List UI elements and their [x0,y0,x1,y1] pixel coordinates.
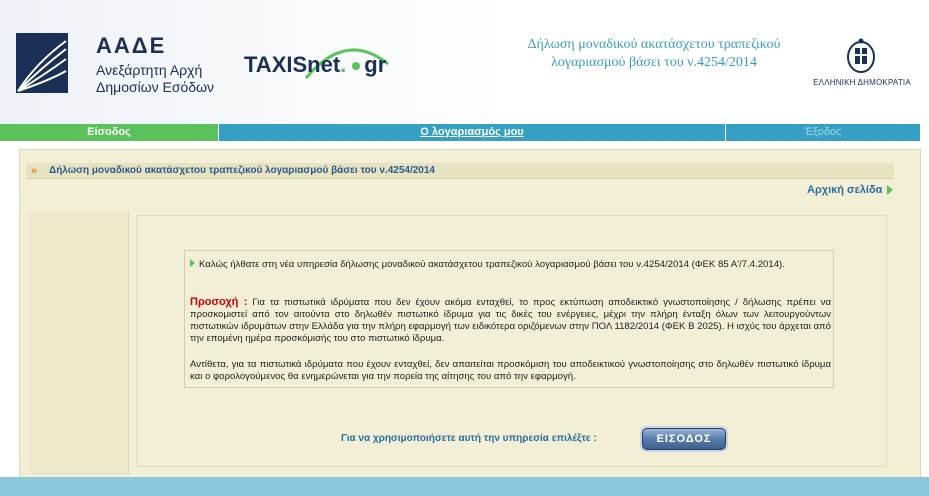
app-title [494,36,814,72]
aade-brand [96,34,214,96]
aade-subtitle-1: Ανεξάρτητη Αρχή [96,62,203,78]
double-chevron-icon: » [31,165,38,177]
attention-label: Προσοχή : [190,296,248,308]
section-title: Δήλωση μοναδικού ακατάσχετου τραπεζικού λογαριασμού βάσει του ν.4254/2014 [49,165,435,176]
greek-emblem-icon [846,38,876,74]
main-nav [0,124,929,141]
home-link[interactable]: Αρχική σελίδα [807,184,883,196]
attention-text: Για τα πιστωτικά ιδρύματα που δεν έχουν ακόμα ενταχθεί, το προς εκτύπωση αποδεικτικό γνωστοποίησης / δήλωσης πρέπει να προσκομιστεί από τον αιτούντα στο δηλωθέν πιστωτικό ίδρυμα για τις δικές του ενέργειες, μέχρι την πλήρη ένταξη όλων των λειτουργούντων πιστωτικών ιδρυμάτων στην Ελλάδα για την πλήρη εφαρμογή των ειδικότερα οριζόμενων στην ΠΟΛ 1182/2014 (ΦΕΚ Β 2025). Η ισχύς του άρχεται από την επομένη ημέρα προσκόμισής του στο πιστωτικό ίδρυμα. [190,297,831,344]
taxis-gr: gr [364,52,387,77]
gov-label: ΕΛΛΗΝΙΚΗ ΔΗΜΟΚΡΑΤΙΑ [813,78,911,87]
nav-spacer [920,124,929,141]
attention-paragraph [190,296,831,345]
taxis-main: TAXISnet [244,52,341,77]
taxisnet-logo-icon [244,42,394,92]
info-message-box [184,250,834,388]
left-column [29,211,129,475]
nav-logout[interactable]: Έξοδος [726,124,920,141]
nav-my-account[interactable]: Ο λογαριασμός μου [219,124,725,141]
enter-button[interactable]: ΕΙΣΟΔΟΣ [642,428,726,450]
app-title-line1: Δήλωση μοναδικού ακατάσχετου τραπεζικού [527,37,781,52]
footer-bar [0,477,929,496]
aade-subtitle-2: Δημοσίων Εσόδων [96,79,215,95]
nav-login[interactable]: Είσοδος [0,124,218,141]
contrary-paragraph: Αντίθετα, για τα πιστωτικά ιδρύματα που έχουν ενταχθεί, δεν απαιτείται προσκόμιση του αποδεικτικού γνωστοποίησης στο δηλωθέν πιστωτικό ίδρυμα και ο φορολογούμενος θα ενημερώνεται για την πορεία της αίτησης του από την εφαρμογή. [190,359,831,382]
taxis-dot: . [340,52,347,77]
aade-title: ΑΑΔΕ [96,33,167,58]
aade-logo-icon [16,33,68,93]
section-title-bar [26,163,894,179]
app-title-line2: λογαριασμού βάσει του ν.4254/2014 [551,55,757,70]
welcome-text: Καλώς ήλθατε στη νέα υπηρεσία δήλωσης μοναδικού ακατάσχετου τραπεζικού λογαριασμού βάσει του ν.4254/2014 (ΦΕΚ 85 Α'/7.4.2014). [199,259,785,270]
cta-label: Για να χρησιμοποιήσετε αυτή την υπηρεσία επιλέξτε : [341,433,597,444]
header [0,0,929,124]
welcome-paragraph [190,259,831,271]
arrow-right-icon [190,259,195,267]
arrow-right-icon[interactable] [887,185,893,195]
